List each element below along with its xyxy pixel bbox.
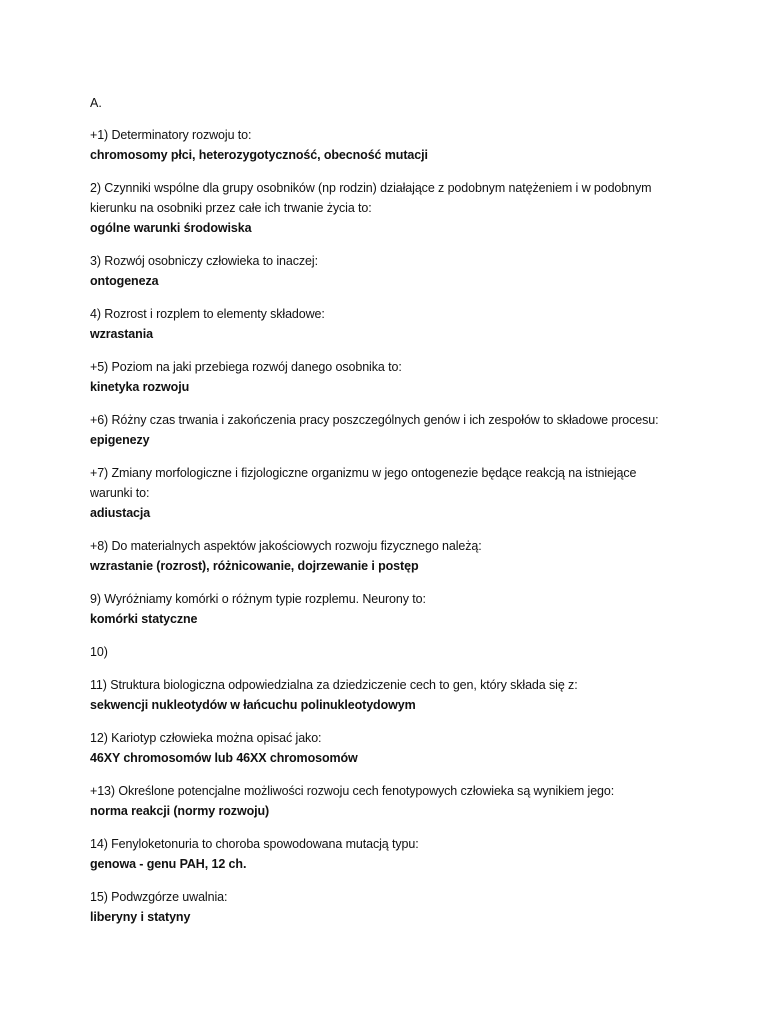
question-item-2 <box>90 178 730 238</box>
question-item-4 <box>90 304 730 344</box>
question-text: 14) Fenyloketonuria to choroba spowodowana mutacją typu: <box>90 837 419 851</box>
question-item-9 <box>90 589 730 629</box>
question-text: 11) Struktura biologiczna odpowiedzialna za dziedziczenie cech to gen, który składa się z: <box>90 678 578 692</box>
question-item-3 <box>90 251 730 291</box>
question-text: +13) Określone potencjalne możliwości rozwoju cech fenotypowych człowieka są wynikiem jego: <box>90 784 615 798</box>
question-text: 9) Wyróżniamy komórki o różnym typie rozplemu. Neurony to: <box>90 592 426 606</box>
answer-text: liberyny i statyny <box>90 910 191 924</box>
answer-text: epigenezy <box>90 433 150 447</box>
answer-text: 46XY chromosomów lub 46XX chromosomów <box>90 751 358 765</box>
question-item-6 <box>90 410 730 450</box>
answer-text: genowa - genu PAH, 12 ch. <box>90 857 247 871</box>
document-page <box>90 93 730 940</box>
question-text: 4) Rozrost i rozplem to elementy składowe: <box>90 307 325 321</box>
answer-text: norma reakcji (normy rozwoju) <box>90 804 270 818</box>
question-text: +1) Determinatory rozwoju to: <box>90 128 252 142</box>
question-item-11 <box>90 675 730 715</box>
question-item-1 <box>90 125 730 165</box>
question-text: 10) <box>90 645 108 659</box>
question-item-15 <box>90 887 730 927</box>
question-item-14 <box>90 834 730 874</box>
question-text: +5) Poziom na jaki przebiega rozwój danego osobnika to: <box>90 360 402 374</box>
question-text: +6) Różny czas trwania i zakończenia pracy poszczególnych genów i ich zespołów to składowe procesu: <box>90 413 659 427</box>
question-text-continued: kierunku na osobniki przez całe ich trwanie życia to: <box>90 201 372 215</box>
answer-text: kinetyka rozwoju <box>90 380 190 394</box>
question-text: +8) Do materialnych aspektów jakościowych rozwoju fizycznego należą: <box>90 539 482 553</box>
question-text: 3) Rozwój osobniczy człowieka to inaczej: <box>90 254 318 268</box>
question-text: +7) Zmiany morfologiczne i fizjologiczne organizmu w jego ontogenezie będące reakcją na istniejące <box>90 466 637 480</box>
question-item-12 <box>90 728 730 768</box>
answer-text: chromosomy płci, heterozygotyczność, obecność mutacji <box>90 148 428 162</box>
answer-text: sekwencji nukleotydów w łańcuchu polinukleotydowym <box>90 698 416 712</box>
answer-text: adiustacja <box>90 506 151 520</box>
answer-text: ontogeneza <box>90 274 159 288</box>
question-text: 15) Podwzgórze uwalnia: <box>90 890 228 904</box>
question-item-7 <box>90 463 730 523</box>
answer-text: wzrastanie (rozrost), różnicowanie, dojrzewanie i postęp <box>90 559 419 573</box>
answer-text: wzrastania <box>90 327 153 341</box>
section-heading: A. <box>90 96 102 110</box>
answer-text: ogólne warunki środowiska <box>90 221 252 235</box>
answer-text: komórki statyczne <box>90 612 198 626</box>
question-item-10 <box>90 642 730 662</box>
question-text-continued: warunki to: <box>90 486 150 500</box>
question-text: 2) Czynniki wspólne dla grupy osobników (np rodzin) działające z podobnym natężeniem i w podobnym <box>90 181 652 195</box>
question-item-13 <box>90 781 730 821</box>
question-text: 12) Kariotyp człowieka można opisać jako: <box>90 731 322 745</box>
question-item-5 <box>90 357 730 397</box>
question-item-8 <box>90 536 730 576</box>
